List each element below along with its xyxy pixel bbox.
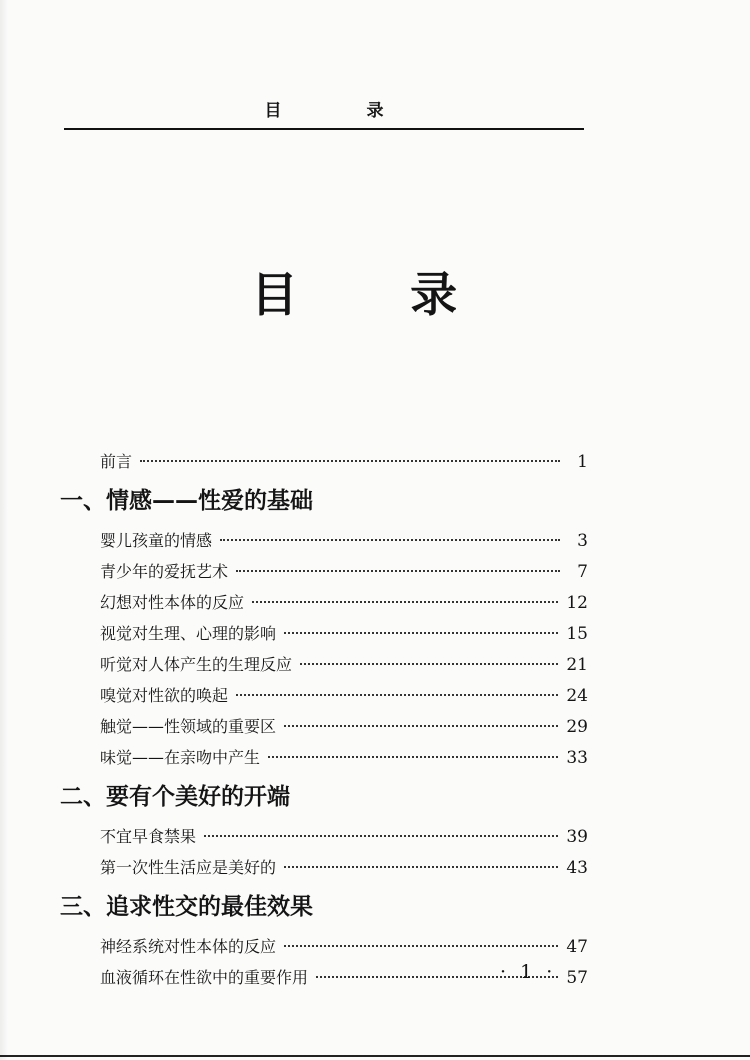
toc-page-number: 29 [566, 717, 588, 737]
dot-leader [140, 460, 560, 462]
toc-page-number: 15 [566, 624, 588, 644]
toc-entry [60, 618, 592, 649]
toc-entry-label: 神经系统对性本体的反应 [100, 937, 277, 956]
toc-entry-label: 第一次性生活应是美好的 [100, 858, 277, 877]
dot-leader [284, 725, 558, 727]
toc-entry [60, 821, 592, 852]
toc-entry [60, 649, 592, 680]
toc-entry-label: 前言 [100, 452, 133, 471]
toc-page-number: 43 [566, 858, 588, 878]
toc-page-number: 3 [577, 531, 588, 551]
toc-page-number: 57 [566, 968, 588, 988]
toc-entry-label: 视觉对生理、心理的影响 [100, 624, 277, 643]
toc-entry-label: 青少年的爱抚艺术 [100, 562, 229, 581]
toc-entry-label: 婴儿孩童的情感 [100, 531, 213, 550]
running-head [64, 92, 584, 130]
dot-leader [252, 601, 558, 603]
dot-leader [284, 632, 558, 634]
toc-section-heading: 一、情感——性爱的基础 [60, 488, 313, 514]
dot-leader [284, 945, 558, 947]
dot-leader [220, 539, 560, 541]
toc-page-number: 12 [566, 593, 588, 613]
toc-entry [60, 587, 592, 618]
dot-leader [284, 866, 558, 868]
toc-entry [60, 742, 592, 773]
toc-entry [60, 931, 592, 962]
toc-section-heading: 二、要有个美好的开端 [60, 784, 290, 810]
toc-page-number: 33 [566, 748, 588, 768]
toc-entry [60, 852, 592, 883]
toc-entry [60, 446, 592, 477]
toc-entry-label: 味觉——在亲吻中产生 [100, 748, 261, 767]
toc-page-number: 47 [566, 937, 588, 957]
dot-leader [204, 835, 558, 837]
dot-leader [236, 570, 560, 572]
toc-entry-label: 嗅觉对性欲的唤起 [100, 686, 229, 705]
page-title: 目 录 [250, 268, 506, 323]
toc-page-number: 21 [566, 655, 588, 675]
toc-entry-label: 触觉——性领域的重要区 [100, 717, 277, 736]
toc-entry-label: 不宜早食禁果 [100, 827, 197, 846]
dot-leader [300, 663, 558, 665]
toc-page-number: 24 [566, 686, 588, 706]
toc-entry-label: 听觉对人体产生的生理反应 [100, 655, 293, 674]
page-folio: · 1 · [500, 961, 557, 983]
table-of-contents [60, 446, 592, 993]
scan-edge [0, 0, 8, 1060]
toc-page-number: 7 [577, 562, 588, 582]
toc-entry-label: 血液循环在性欲中的重要作用 [100, 968, 309, 987]
page-bottom-edge [0, 1055, 750, 1057]
toc-entry [60, 525, 592, 556]
toc-entry [60, 556, 592, 587]
toc-page-number: 1 [577, 452, 588, 472]
toc-section-heading: 三、追求性交的最佳效果 [60, 894, 313, 920]
dot-leader [236, 694, 558, 696]
running-head-title: 目 录 [264, 101, 418, 121]
toc-entry [60, 680, 592, 711]
toc-entry [60, 711, 592, 742]
toc-entry-label: 幻想对性本体的反应 [100, 593, 245, 612]
toc-page-number: 39 [566, 827, 588, 847]
dot-leader [268, 756, 558, 758]
